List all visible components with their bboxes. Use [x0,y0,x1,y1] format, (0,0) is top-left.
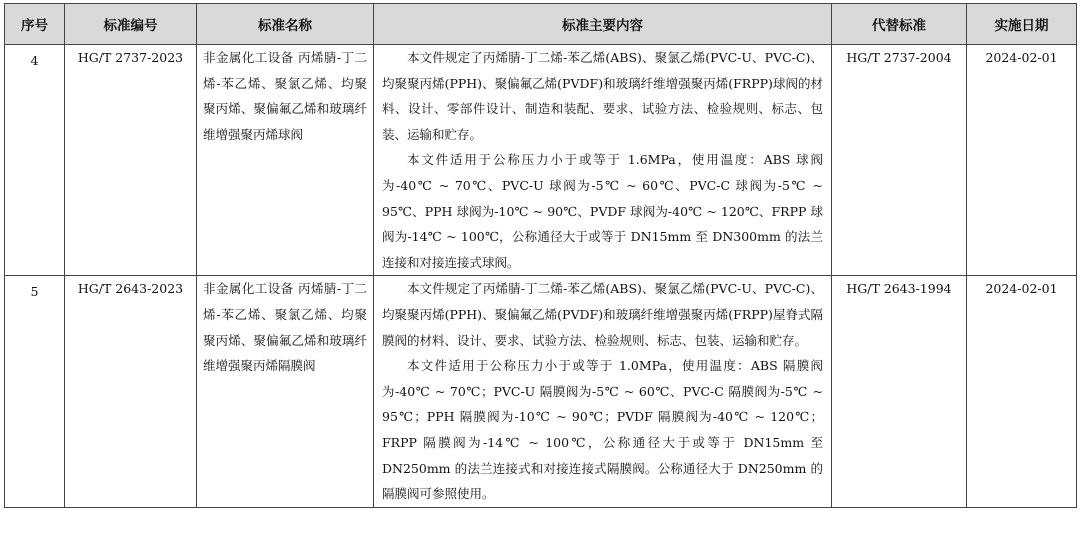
content-paragraph: 本文件规定了丙烯腈-丁二烯-苯乙烯(ABS)、聚氯乙烯(PVC-U、PVC-C)、均聚聚丙烯(PPH)、聚偏氟乙烯(PVDF)和玻璃纤维增强聚丙烯(FRPP)屋脊式隔膜阀的材料、设计、要求、试验方法、检验规则、标志、包装、运输和贮存。 [382,281,823,348]
header-no: 序号 [5,4,65,45]
header-code: 标准编号 [65,4,197,45]
header-date: 实施日期 [967,4,1077,45]
header-name: 标准名称 [197,4,374,45]
content-paragraph: 本文件规定了丙烯腈-丁二烯-苯乙烯(ABS)、聚氯乙烯(PVC-U、PVC-C)、均聚聚丙烯(PPH)、聚偏氟乙烯(PVDF)和玻璃纤维增强聚丙烯(FRPP)球阀的材料、设计、零部件设计、制造和装配、要求、试验方法、检验规则、标志、包装、运输和贮存。 [382,50,823,142]
standard-content [374,45,832,276]
standards-table [4,3,1077,508]
effective-date: 2024-02-01 [967,276,1077,507]
standard-name: 非金属化工设备 丙烯腈-丁二烯-苯乙烯、聚氯乙烯、均聚聚丙烯、聚偏氟乙烯和玻璃纤维增强聚丙烯隔膜阀 [197,276,374,507]
content-paragraph: 本文件适用于公称压力小于或等于 1.6MPa，使用温度：ABS 球阀为-40℃ ~ 70℃、PVC-U 球阀为-5℃ ~ 60℃、PVC-C 球阀为-5℃ ~ 95℃、PPH 球阀为-10℃ ~ 90℃、PVDF 球阀为-40℃ ~ 120℃、FRPP 球阀为-14℃ ~ 100℃，公称通径大于或等于 DN15mm 至 DN300mm 的法兰连接和对接连接式球阀。 [382,152,823,270]
header-replaces: 代替标准 [832,4,967,45]
table-row [5,45,1077,276]
header-content: 标准主要内容 [374,4,832,45]
standard-name: 非金属化工设备 丙烯腈-丁二烯-苯乙烯、聚氯乙烯、均聚聚丙烯、聚偏氟乙烯和玻璃纤维增强聚丙烯球阀 [197,45,374,276]
table-row [5,276,1077,507]
standard-code: HG/T 2737-2023 [65,45,197,276]
standards-table-wrapper [4,3,1076,508]
standard-content [374,276,832,507]
content-paragraph: 本文件适用于公称压力小于或等于 1.0MPa，使用温度：ABS 隔膜阀为-40℃ ~ 70℃；PVC-U 隔膜阀为-5℃ ~ 60℃、PVC-C 隔膜阀为-5℃ ~ 95℃；PPH 隔膜阀为-10℃ ~ 90℃；PVDF 隔膜阀为-40℃ ~ 120℃；FRPP 隔膜阀为-14℃ ~ 100℃，公称通径大于或等于 DN15mm 至 DN250mm 的法兰连接式和对接连接式隔膜阀。公称通径大于 DN250mm 的隔膜阀可参照使用。 [382,358,823,502]
replaced-standard: HG/T 2737-2004 [832,45,967,276]
standard-code: HG/T 2643-2023 [65,276,197,507]
header-row [5,4,1077,45]
row-number: 4 [5,45,65,276]
replaced-standard: HG/T 2643-1994 [832,276,967,507]
row-number: 5 [5,276,65,507]
effective-date: 2024-02-01 [967,45,1077,276]
